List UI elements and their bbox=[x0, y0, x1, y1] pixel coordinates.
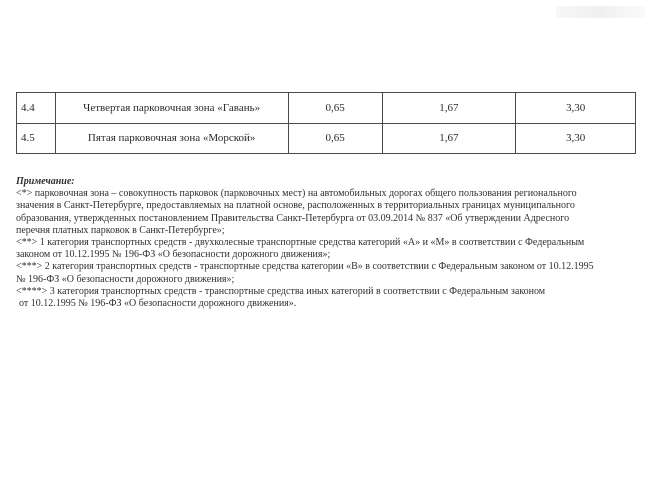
note-line: <***> 2 категория транспортных средств - транспортные средства категории «В» в соответствии с Федеральным законом от 10.12.1995 bbox=[16, 261, 594, 273]
scan-artifact bbox=[556, 6, 646, 18]
tariff-category-3: 3,30 bbox=[516, 123, 636, 154]
table-row bbox=[17, 93, 636, 124]
note-line: <**> 1 категория транспортных средств - двухколесные транспортные средства категорий «А» и «М» в соответствии с Федеральным bbox=[16, 237, 585, 249]
tariff-category-2: 1,67 bbox=[382, 123, 516, 154]
notes-section bbox=[16, 176, 642, 310]
tariff-category-1: 0,65 bbox=[288, 123, 382, 154]
tariff-category-1: 0,65 bbox=[288, 93, 382, 124]
note-line: <****> 3 категория транспортных средств - транспортные средства иных категорий в соответствии с Федеральным законом bbox=[16, 285, 546, 297]
note-line: <*> парковочная зона – совокупность парковок (парковочных мест) на автомобильных дорогах общего пользования регионального bbox=[16, 188, 577, 200]
row-number: 4.4 bbox=[17, 93, 56, 124]
tariff-category-3: 3,30 bbox=[516, 93, 636, 124]
tariff-table bbox=[16, 92, 636, 154]
note-line: значения в Санкт-Петербурге, предоставляемых на платной основе, расположенных в территориальных границах муниципального bbox=[16, 200, 575, 212]
row-number: 4.5 bbox=[17, 123, 56, 154]
table-row bbox=[17, 123, 636, 154]
note-line: образования, утвержденных постановлением Правительства Санкт-Петербурга от 03.09.2014 № 837 «Об утверждении Адресного bbox=[16, 212, 570, 224]
zone-name: Четвертая парковочная зона «Гавань» bbox=[55, 93, 288, 124]
note-line: № 196-ФЗ «О безопасности дорожного движения»; bbox=[16, 273, 235, 285]
tariff-category-2: 1,67 bbox=[382, 93, 516, 124]
note-line: от 10.12.1995 № 196-ФЗ «О безопасности дорожного движения». bbox=[19, 298, 297, 310]
note-line: законом от 10.12.1995 № 196-ФЗ «О безопасности дорожного движения»; bbox=[16, 249, 331, 261]
notes-title: Примечание: bbox=[16, 176, 75, 187]
zone-name: Пятая парковочная зона «Морской» bbox=[55, 123, 288, 154]
note-line: перечня платных парковок в Санкт-Петербурге»; bbox=[16, 224, 225, 236]
